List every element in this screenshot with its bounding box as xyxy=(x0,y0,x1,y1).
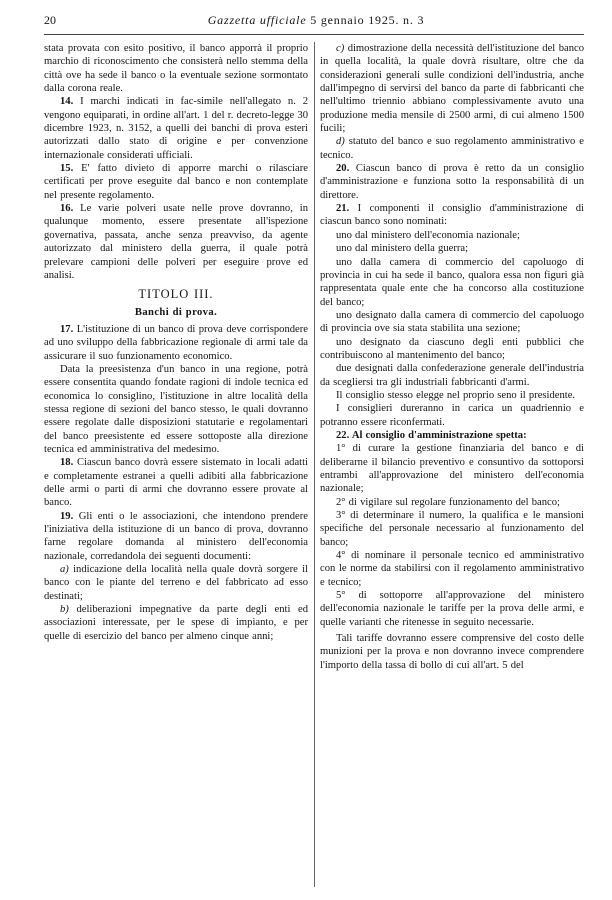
publication-date: 5 gennaio 1925. n. 3 xyxy=(310,13,425,27)
article-21 xyxy=(320,202,584,229)
page-header xyxy=(44,13,584,31)
tariffs-paragraph: Tali tariffe dovranno essere comprensive del costo delle munizioni per la prova e non dovranno invece comprendere l'importo della tassa di bollo di cui all'art. 5 del xyxy=(320,633,584,671)
document-item-b xyxy=(44,603,308,643)
article-21-paragraph-term: I consiglieri dureranno in carica un quadriennio e potranno essere riconfermati. xyxy=(320,403,584,428)
column-divider xyxy=(314,42,315,887)
article-text: I componenti il consiglio d'amministrazione di ciascun banco sono nominati: xyxy=(320,203,584,228)
board-member-6: due designati dalla confederazione generale dell'industria da scegliersi tra gli industriali fabbricanti d'armi. xyxy=(320,363,584,388)
two-column-body xyxy=(44,42,584,897)
item-letter: a) xyxy=(60,564,69,576)
article-text: Le varie polveri usate nelle prove dovranno, in qualunque momento, essere presentate all'ispezione governativa, passata, anche senza preavviso, da agente autorizzato dal ministero della guerra, il quale potrà prelevare campioni delle polveri per eseguire prove ed analisi. xyxy=(44,203,308,281)
board-duty-5: 5° di sottoporre all'approvazione del ministero dell'economia nazionale le tariffe per la prova delle armi, e quelle varianti che ritenesse in seguito necessarie. xyxy=(320,590,584,628)
article-17-paragraph: Data la preesistenza d'un banco in una regione, potrà essere consentita quando fondate ragioni di indole tecnica ed economica lo consiglino, l'istituzione in altre località della stessa regione di sezioni del banco stesso, le quali dovranno essere regolate dalle disposizioni statutarie e regolamentari del banco preesistente ed essere sottoposte alla direzione tecnica ed amministrativa del medesimo. xyxy=(44,363,308,455)
document-item-c xyxy=(320,42,584,135)
item-text: dimostrazione della necessità dell'istituzione del banco in quella località, la quale dovrà risultare, oltre che da considerazioni generali sulle condizioni dell'industria, anche dall'impegno di servirsi del banco da parte di fabbricanti che nell'ultimo triennio abbiano complessivamente avuto una produzione media mensile di 2500 armi, di cui almeno 1500 fucili; xyxy=(320,43,584,135)
article-text: E' fatto divieto di apporre marchi o rilasciare certificati per prove eseguite dal banco e non contemplate nel presente regolamento. xyxy=(44,163,308,201)
article-text: Ciascun banco di prova è retto da un consiglio d'amministrazione e funziona sotto la responsabilità di un direttore. xyxy=(320,163,584,201)
page-number: 20 xyxy=(44,13,56,27)
article-number: 22. xyxy=(336,429,350,441)
board-duty-1: 1° di curare la gestione finanziaria del banco e di deliberarne il bilancio preventivo e consuntivo da sottoporsi entrambi all'approvazione del ministero dell'economia nazionale; xyxy=(320,443,584,495)
paragraph-continuation: stata provata con esito positivo, il banco apporrà il proprio marchio di riconoscimento che consisterà nello stemma della città ove ha sede il banco o la eventuale sezione sormontato dalla corona reale. xyxy=(44,43,308,95)
article-17 xyxy=(44,323,308,363)
item-letter: d) xyxy=(336,136,345,148)
header-rule xyxy=(44,34,584,35)
item-text: deliberazioni impegnative da parte degli enti ed associazioni interessate, per le spese di impianto, e per quelle di esercizio del banco per almeno cinque anni; xyxy=(44,604,308,642)
article-number: 18. xyxy=(60,457,74,469)
article-text: Al consiglio d'amministrazione spetta: xyxy=(349,429,527,441)
article-18 xyxy=(44,456,308,509)
article-text: I marchi indicati in fac-simile nell'allegato n. 2 vengono equiparati, in ordine all'art. 1 del r. decreto-legge 30 dicembre 1923, n. 3152, a quelli dei banchi di prova esteri autorizzati dallo stato di origine e per convenzione internazionale considerati ufficiali. xyxy=(44,96,308,161)
item-letter: b) xyxy=(60,604,69,616)
item-letter: c) xyxy=(336,43,345,54)
item-text: statuto del banco e suo regolamento amministrativo e tecnico. xyxy=(320,136,584,161)
article-number: 15. xyxy=(60,163,74,175)
board-duty-4: 4° di nominare il personale tecnico ed amministrativo con le norme da stabilirsi con il regolamento amministrativo e tecnico; xyxy=(320,550,584,588)
board-member-3: uno dalla camera di commercio del capoluogo di provincia in cui ha sede il banco, qualora essa non figuri già rappresentata quale ente che ha concorso alla costituzione del banco; xyxy=(320,256,584,308)
article-number: 17. xyxy=(60,323,74,335)
publication-heading xyxy=(84,13,584,28)
right-column xyxy=(320,42,584,672)
item-text: indicazione della località nella quale dovrà sorgere il banco con le piante del terreno e del fabbricato ad esso destinati; xyxy=(44,564,308,602)
section-subtitle: Banchi di prova. xyxy=(134,306,218,318)
article-text: Gli enti o le associazioni, che intendono prendere l'iniziativa della istituzione di un banco di prova, dovranno farne regolare domanda al ministero dell'economia nazionale, corredandola dei seguenti documenti: xyxy=(44,510,308,562)
article-20 xyxy=(320,162,584,202)
board-duty-3: 3° di determinare il numero, la qualifica e le mansioni specifiche del personale necessario al funzionamento del banco; xyxy=(320,510,584,548)
board-member-5: uno designato da ciascuno degli enti pubblici che contribuiscono al mantenimento del banco; xyxy=(320,336,584,361)
article-15 xyxy=(44,162,308,202)
board-member-1: uno dal ministero dell'economia nazionale; xyxy=(336,229,520,241)
article-number: 16. xyxy=(60,203,74,215)
article-14 xyxy=(44,95,308,162)
left-column xyxy=(44,42,308,643)
board-member-2: uno dal ministero della guerra; xyxy=(336,243,469,255)
section-title: TITOLO III. xyxy=(138,287,214,302)
article-number: 20. xyxy=(336,163,350,175)
article-21-paragraph-president: Il consiglio stesso elegge nel proprio seno il presidente. xyxy=(336,389,576,401)
article-22 xyxy=(320,429,584,442)
publication-title: Gazzetta ufficiale xyxy=(207,13,307,27)
article-19 xyxy=(44,510,308,563)
article-number: 14. xyxy=(60,96,74,108)
document-item-d xyxy=(320,135,584,162)
document-item-a xyxy=(44,563,308,603)
board-member-4: uno designato dalla camera di commercio del capoluogo di provincia ove sia stata stabilita una sezione; xyxy=(320,309,584,335)
article-number: 19. xyxy=(60,510,74,522)
article-16 xyxy=(44,202,308,282)
article-text: L'istituzione di un banco di prova deve corrispondere ad uno sviluppo della fabbricazione regionale di armi tale da assicurare il suo funzionamento economico. xyxy=(44,323,308,362)
article-number: 21. xyxy=(336,203,350,215)
board-duty-2: 2° di vigilare sul regolare funzionamento del banco; xyxy=(336,496,560,508)
article-text: Ciascun banco dovrà essere sistemato in locali adatti e completamente estranei a quelli adibiti alla fabbricazione delle armi o parti di armi che dovranno essere provate al banco. xyxy=(44,457,308,509)
